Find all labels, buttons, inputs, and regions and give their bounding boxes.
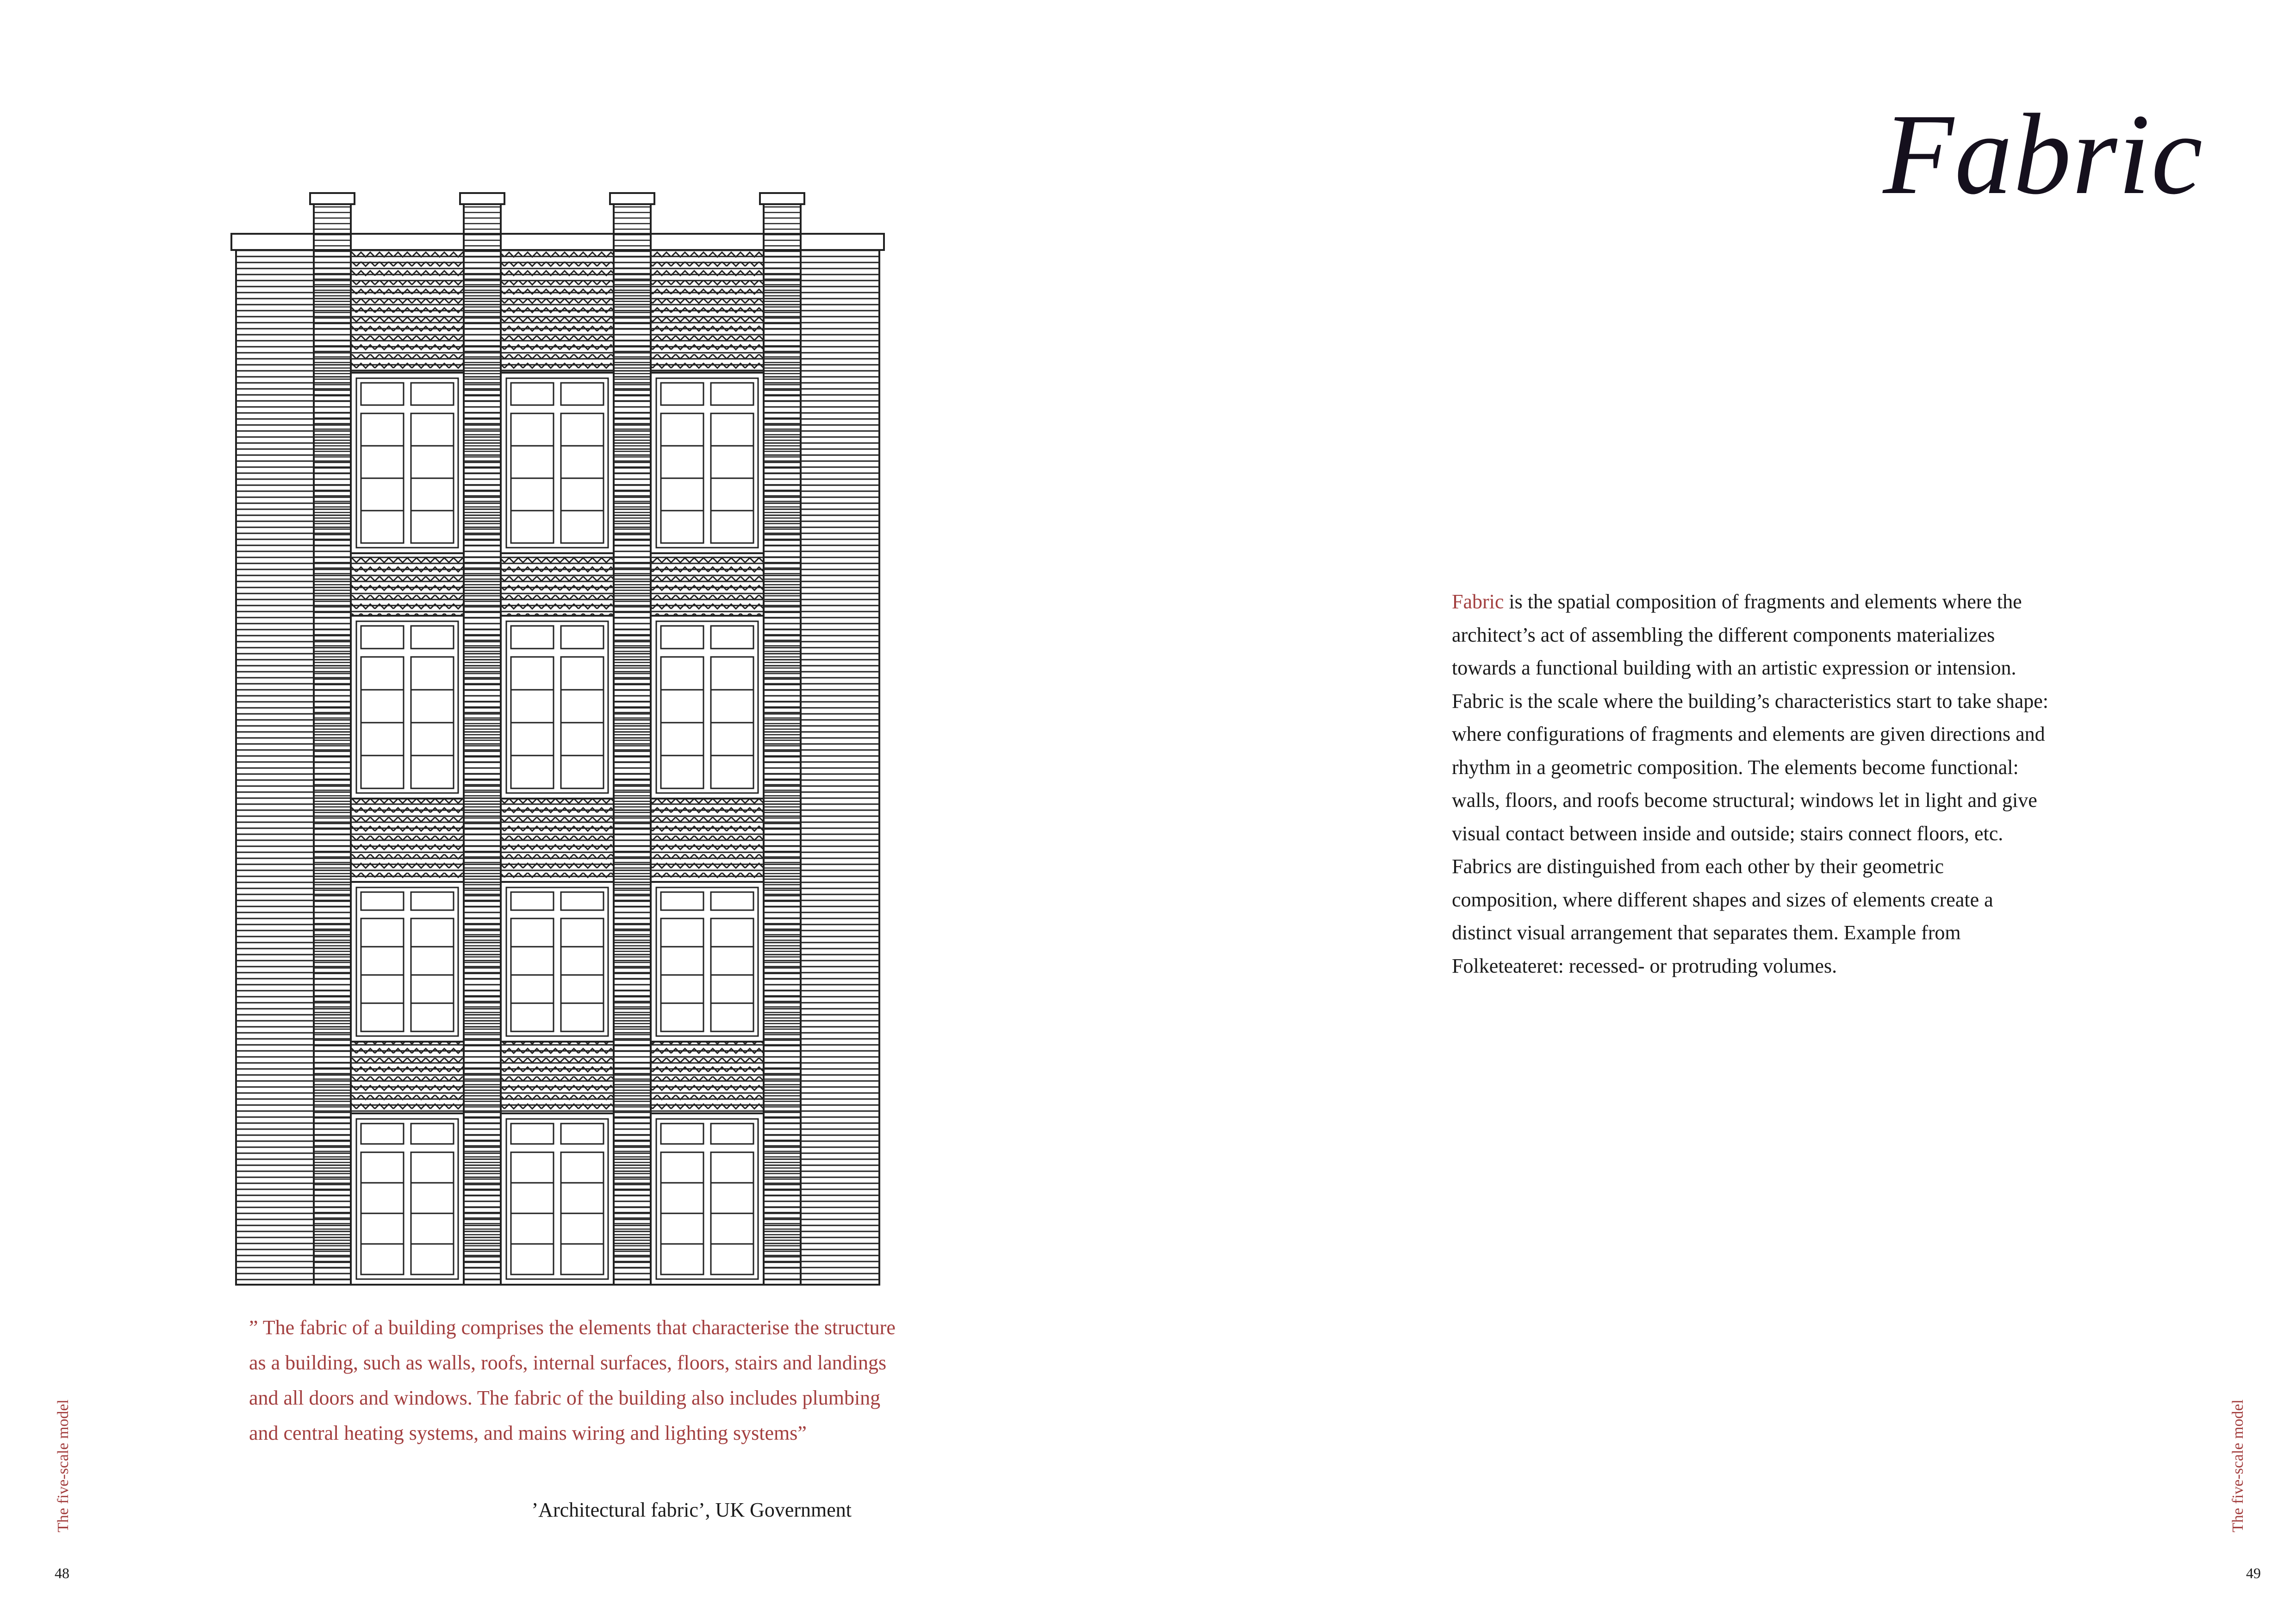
body-paragraph bbox=[1452, 585, 2053, 982]
building-facade-illustration bbox=[227, 187, 893, 1294]
running-head-left: The five-scale model bbox=[55, 1399, 72, 1532]
body-text: is the spatial composition of fragments and elements where the architect’s act of assembling the different components materializes towards a functional building with an artistic expression or intension. Fabric is the scale where the building’s characteristics start to take shape: where configurations of fragments and elements are given directions and rhythm in a geometric composition. The elements become functional: walls, floors, and roofs become structural; windows let in light and give visual contact between inside and outside; stairs connect floors, etc. Fabrics are distinguished from each other by their geometric composition, where different shapes and sizes of elements create a distinct visual arrangement that separates them. Example from Folketeateret: recessed- or protruding volumes. bbox=[1452, 590, 2048, 977]
running-head-right: The five-scale model bbox=[2229, 1399, 2246, 1532]
quote-text: ” The fabric of a building comprises the elements that characterise the structure as a building, such as walls, roofs, internal surfaces, floors, stairs and landings and all doors and windows. The fabric of the building also includes plumbing and central heating systems, and mains wiring and lighting systems” bbox=[249, 1316, 896, 1444]
page-number-right: 49 bbox=[2246, 1565, 2261, 1581]
page-number-left: 48 bbox=[55, 1565, 69, 1581]
right-page bbox=[1148, 0, 2296, 1624]
quote-source: ’Architectural fabric’, UK Government bbox=[531, 1499, 852, 1521]
page-title: Fabric bbox=[1883, 90, 2203, 219]
highlighted-term: Fabric bbox=[1452, 590, 1504, 613]
building-facade-drawing-icon bbox=[227, 187, 893, 1294]
